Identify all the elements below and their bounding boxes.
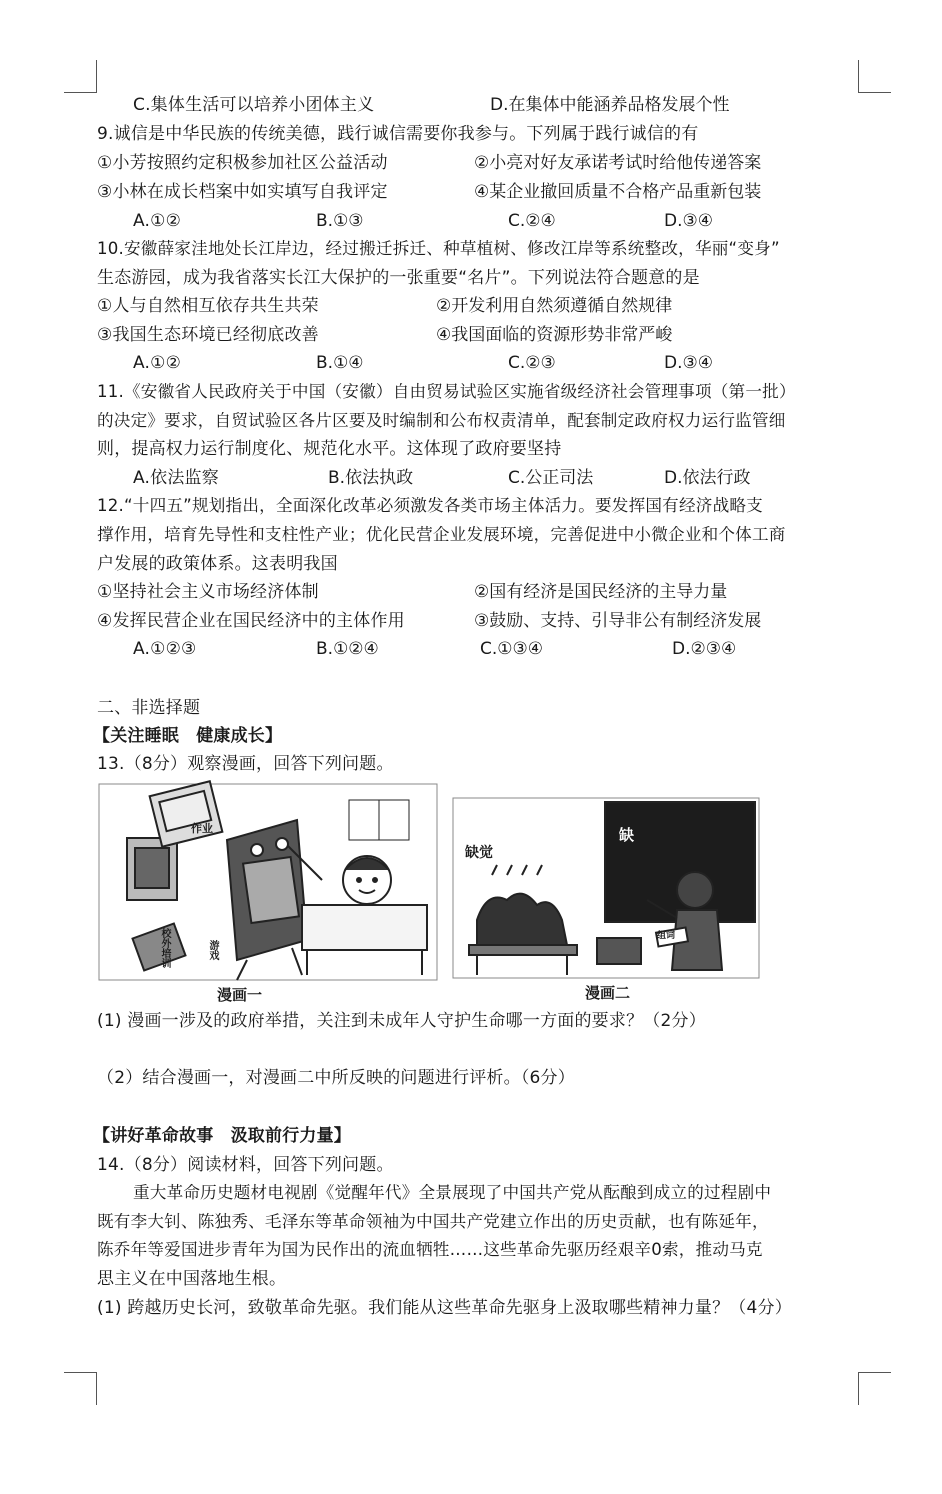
q14-material-line-4: 思主义在中国落地生根。 — [97, 1269, 287, 1289]
q11-option-b: B.依法执政 — [328, 468, 414, 488]
q13-part-1: (1) 漫画一涉及的政府举措，关注到未成年人守护生命哪一方面的要求？（2分） — [97, 1011, 706, 1031]
theme-heading-revolution: 【讲好革命故事 汲取前行力量】 — [93, 1126, 351, 1146]
crop-mark-bottom-right — [858, 1372, 891, 1405]
cartoon-1-label-games: 游戏 — [207, 940, 218, 960]
cartoon-2-label-teacher: 组词 — [657, 931, 676, 941]
q9-option-d: D.③④ — [664, 211, 713, 231]
q9-statement-1: ①小芳按照约定积极参加社区公益活动 — [97, 153, 388, 173]
q9-statement-2: ②小亮对好友承诺考试时给他传递答案 — [474, 153, 762, 173]
q14-material-line-1: 重大革命历史题材电视剧《觉醒年代》全景展现了中国共产党从酝酿到成立的过程剧中 — [133, 1183, 772, 1202]
cartoon-1 — [99, 781, 437, 980]
q10-option-c: C.②③ — [508, 353, 556, 373]
q12-stem-line-2: 撑作用，培育先导性和支柱性产业；优化民营企业发展环境，完善促进中小微企业和个体工商 — [97, 525, 786, 544]
q12-option-d: D.②③④ — [672, 639, 737, 659]
q10-statement-3: ③我国生态环境已经彻底改善 — [97, 325, 319, 345]
q10-statement-4: ④我国面临的资源形势非常严峻 — [436, 325, 673, 345]
q12-stem-line-3: 户发展的政策体系。这表明我国 — [97, 554, 338, 574]
q12-option-a: A.①②③ — [133, 639, 197, 659]
q9-option-b: B.①③ — [316, 211, 364, 231]
q14-material-line-3: 陈乔年等爱国进步青年为国为民作出的流血牺牲……这些革命先驱历经艰辛0索，推动马克 — [97, 1240, 763, 1259]
q12-statement-3: ③鼓励、支持、引导非公有制经济发展 — [474, 611, 762, 631]
q11-stem-line-2: 的决定》要求，自贸试验区各片区要及时编制和公布权责清单，配套制定政府权力运行监管细 — [97, 411, 786, 430]
cartoon-1-caption: 漫画一 — [217, 986, 263, 1004]
q12-option-b: B.①②④ — [316, 639, 379, 659]
q9-option-c: C.②④ — [508, 211, 556, 231]
q9-statement-3: ③小林在成长档案中如实填写自我评定 — [97, 182, 388, 202]
cartoon-2 — [453, 798, 759, 978]
q11-stem-line-3: 则，提高权力运行制度化、规范化水平。这体现了政府要坚持 — [97, 439, 562, 459]
crop-mark-bottom-left — [64, 1372, 97, 1405]
q10-stem-line-1: 10.安徽薛家洼地处长江岸边，经过搬迁拆迁、种草植树、修改江岸等系统整改，华丽“变身” — [97, 239, 780, 258]
cartoon-figures — [97, 780, 767, 1010]
q13-stem: 13.（8分）观察漫画，回答下列问题。 — [97, 754, 394, 774]
q11-option-d: D.依法行政 — [664, 468, 751, 488]
q8-option-c: C.集体生活可以培养小团体主义 — [133, 95, 375, 115]
q12-stem-line-1: 12.“十四五”规划指出，全面深化改革必须激发各类市场主体活力。要发挥国有经济战略支 — [97, 496, 763, 515]
cartoon-1-label-homework: 作业 — [191, 822, 213, 835]
q11-option-a: A.依法监察 — [133, 468, 219, 488]
q9-stem: 9.诚信是中华民族的传统美德，践行诚信需要你我参与。下列属于践行诚信的有 — [97, 124, 699, 144]
q14-material-line-2: 既有李大钊、陈独秀、毛泽东等革命领袖为中国共产党建立作出的历史贡献，也有陈延年， — [97, 1212, 769, 1231]
q11-stem-line-1: 11.《安徽省人民政府关于中国（安徽）自由贸易试验区实施省级经济社会管理事项（第一批） — [97, 382, 796, 401]
q10-statement-1: ①人与自然相互依存共生共荣 — [97, 296, 319, 316]
q12-option-c: C.①③④ — [480, 639, 543, 659]
crop-mark-top-left — [64, 60, 97, 93]
theme-heading-sleep: 【关注睡眠 健康成长】 — [93, 726, 283, 746]
q10-stem-line-2: 生态游园，成为我省落实长江大保护的一张重要“名片”。下列说法符合题意的是 — [97, 268, 700, 288]
q10-option-b: B.①④ — [316, 353, 364, 373]
cartoon-1-label-training: 校外培训 — [159, 928, 170, 968]
q11-option-c: C.公正司法 — [508, 468, 594, 488]
cartoon-illustrations — [97, 780, 767, 1010]
q12-statement-2: ②国有经济是国民经济的主导力量 — [474, 582, 728, 602]
q10-statement-2: ②开发利用自然须遵循自然规律 — [436, 296, 673, 316]
q9-option-a: A.①② — [133, 211, 182, 231]
q12-statement-1: ①坚持社会主义市场经济体制 — [97, 582, 319, 602]
crop-mark-top-right — [858, 60, 891, 93]
q12-statement-4: ④发挥民营企业在国民经济中的主体作用 — [97, 611, 405, 631]
q14-stem: 14.（8分）阅读材料，回答下列问题。 — [97, 1155, 394, 1175]
cartoon-2-caption: 漫画二 — [585, 984, 631, 1002]
q13-part-2: （2）结合漫画一，对漫画二中所反映的问题进行评析。（6分） — [97, 1068, 575, 1088]
section-heading: 二、非选择题 — [97, 698, 201, 718]
q10-option-d: D.③④ — [664, 353, 713, 373]
q14-part-1: (1) 跨越历史长河，致敬革命先驱。我们能从这些革命先驱身上汲取哪些精神力量？（4分） — [97, 1298, 792, 1318]
cartoon-2-label-sleep: 缺觉 — [465, 845, 493, 861]
q8-option-d: D.在集体中能涵养品格发展个性 — [490, 95, 730, 115]
q9-statement-4: ④某企业撤回质量不合格产品重新包装 — [474, 182, 762, 202]
q10-option-a: A.①② — [133, 353, 182, 373]
cartoon-2-label-board: 缺 — [619, 826, 635, 844]
